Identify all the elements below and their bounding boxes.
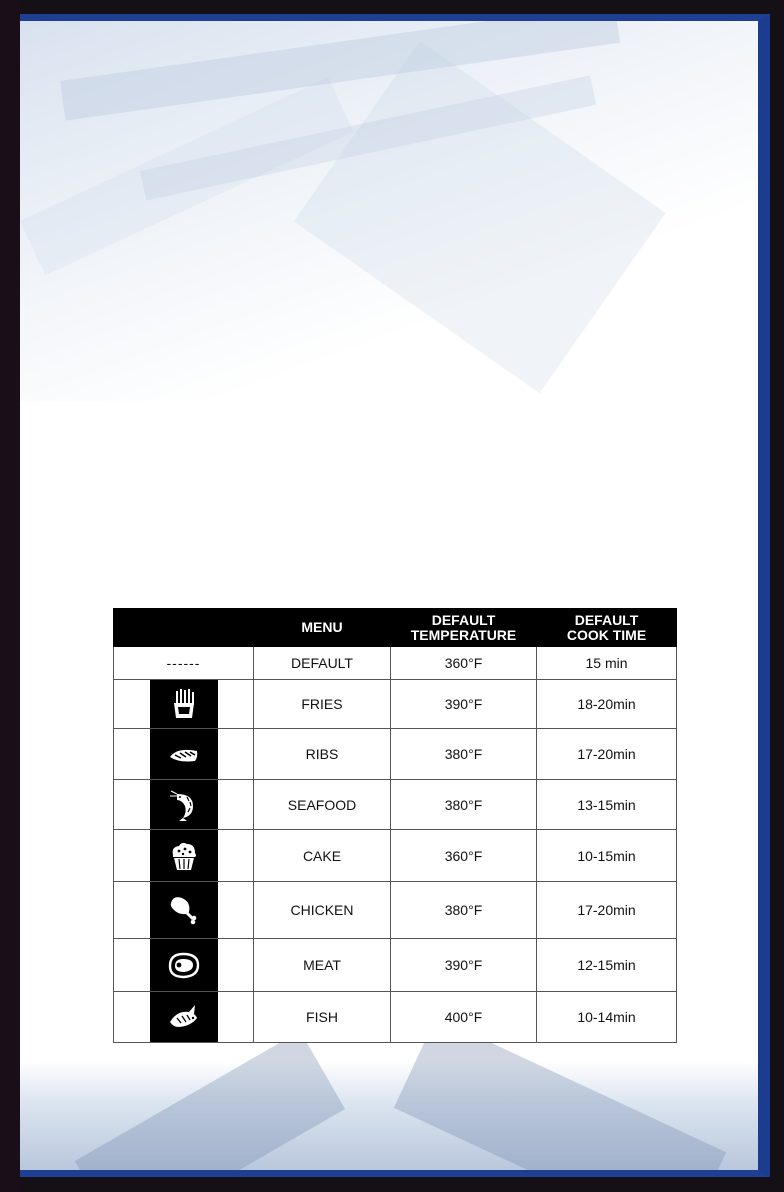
cooking-presets-table bbox=[113, 608, 676, 1043]
time-cell: 17-20min bbox=[537, 729, 677, 780]
menu-cell: CAKE bbox=[254, 830, 391, 882]
temperature-cell: 390°F bbox=[391, 939, 537, 992]
header-icon bbox=[114, 609, 254, 647]
time-cell: 12-15min bbox=[537, 939, 677, 992]
header-cook-time: DEFAULT COOK TIME bbox=[537, 609, 677, 647]
menu-cell: SEAFOOD bbox=[254, 780, 391, 830]
header-temperature: DEFAULT TEMPERATURE bbox=[391, 609, 537, 647]
table-row bbox=[114, 939, 677, 992]
table-row bbox=[114, 882, 677, 939]
fish-icon bbox=[167, 1000, 201, 1034]
menu-cell: RIBS bbox=[254, 729, 391, 780]
time-cell: 17-20min bbox=[537, 882, 677, 939]
table-row bbox=[114, 830, 677, 882]
time-cell: 13-15min bbox=[537, 780, 677, 830]
menu-cell: CHICKEN bbox=[254, 882, 391, 939]
temperature-cell: 360°F bbox=[391, 830, 537, 882]
temperature-cell: 380°F bbox=[391, 729, 537, 780]
temperature-cell: 390°F bbox=[391, 680, 537, 729]
table-row bbox=[114, 992, 677, 1043]
time-cell: 18-20min bbox=[537, 680, 677, 729]
temperature-cell: 380°F bbox=[391, 780, 537, 830]
steak-icon bbox=[167, 948, 201, 982]
menu-cell: FRIES bbox=[254, 680, 391, 729]
default-placeholder: ------ bbox=[114, 647, 254, 680]
left-margin bbox=[0, 0, 22, 1192]
fries-icon bbox=[167, 687, 201, 721]
background-bottom bbox=[20, 1060, 758, 1170]
temperature-cell: 380°F bbox=[391, 882, 537, 939]
shrimp-icon bbox=[167, 788, 201, 822]
table-row bbox=[114, 647, 677, 680]
table-row bbox=[114, 680, 677, 729]
content-frame bbox=[20, 14, 770, 1177]
ribs-icon bbox=[167, 737, 201, 771]
menu-cell: FISH bbox=[254, 992, 391, 1043]
cupcake-icon bbox=[167, 839, 201, 873]
menu-cell: MEAT bbox=[254, 939, 391, 992]
drumstick-icon bbox=[167, 893, 201, 927]
table-header-row bbox=[114, 609, 677, 647]
time-cell: 15 min bbox=[537, 647, 677, 680]
header-menu: MENU bbox=[254, 609, 391, 647]
table-row bbox=[114, 729, 677, 780]
table-row bbox=[114, 780, 677, 830]
temperature-cell: 400°F bbox=[391, 992, 537, 1043]
temperature-cell: 360°F bbox=[391, 647, 537, 680]
menu-cell: DEFAULT bbox=[254, 647, 391, 680]
time-cell: 10-15min bbox=[537, 830, 677, 882]
background-top bbox=[20, 21, 758, 401]
time-cell: 10-14min bbox=[537, 992, 677, 1043]
